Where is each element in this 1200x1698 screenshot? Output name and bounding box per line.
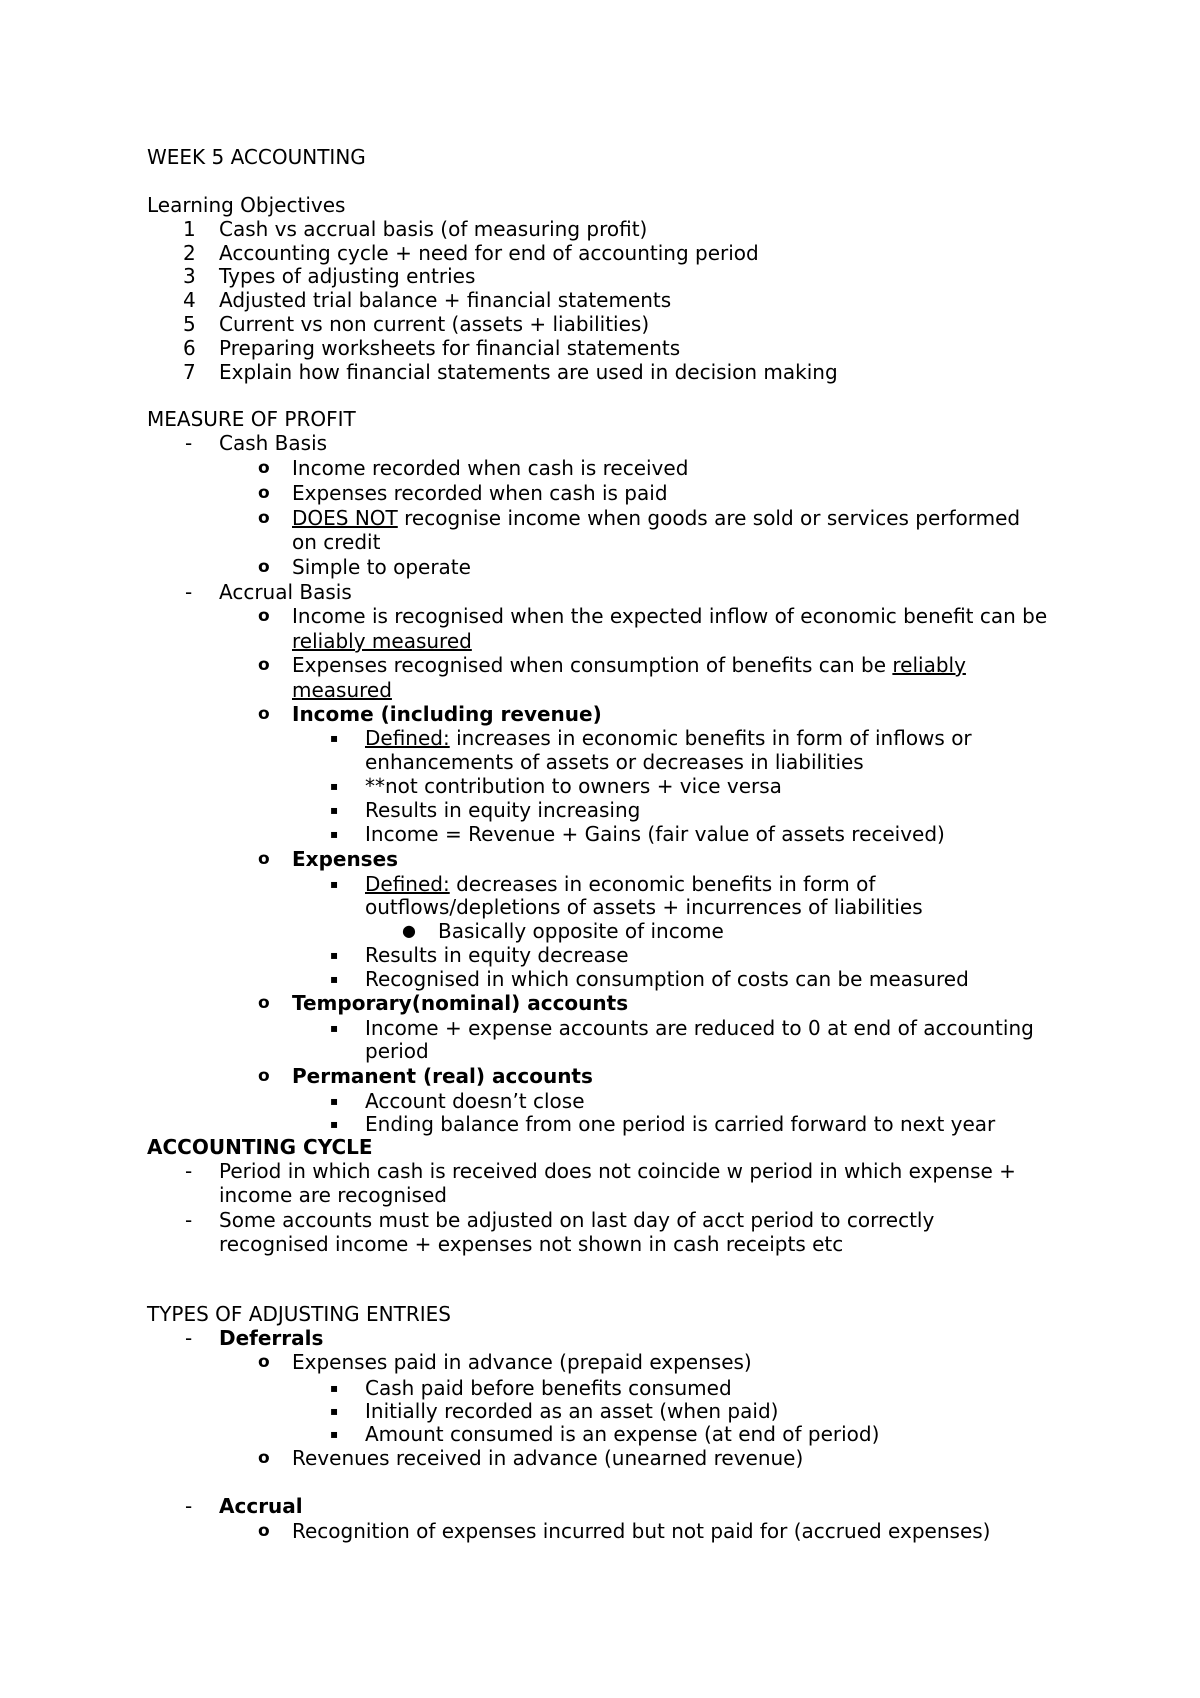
- objective-text: Current vs non current (assets + liabilities): [219, 312, 650, 336]
- list-item-continuation: reliably measured: [292, 629, 472, 653]
- list-item: Income recorded when cash is received: [292, 456, 689, 480]
- objective-number: 3: [183, 264, 196, 288]
- list-item: Expenses paid in advance (prepaid expenses): [292, 1350, 752, 1374]
- list-item: **not contribution to owners + vice versa: [365, 774, 782, 798]
- circle-bullet: o: [258, 1448, 270, 1468]
- objective-text: Accounting cycle + need for end of accounting period: [219, 241, 759, 265]
- list-item: Simple to operate: [292, 555, 471, 579]
- objective-text: Adjusted trial balance + financial statements: [219, 288, 672, 312]
- list-item: Income is recognised when the expected inflow of economic benefit can be: [292, 604, 1048, 628]
- objective-number: 6: [183, 336, 196, 360]
- cash-basis-label: Cash Basis: [219, 431, 328, 455]
- list-item: Some accounts must be adjusted on last day of acct period to correctly: [219, 1208, 935, 1232]
- square-bullet: ▪: [330, 1427, 339, 1441]
- circle-bullet: o: [258, 458, 270, 478]
- accrual-heading: Accrual: [219, 1494, 303, 1518]
- list-item: Income + expense accounts are reduced to 0 at end of accounting: [365, 1016, 1034, 1040]
- circle-bullet: o: [258, 1066, 270, 1086]
- square-bullet: ▪: [330, 779, 339, 793]
- objective-number: 1: [183, 217, 196, 241]
- objective-number: 5: [183, 312, 196, 336]
- list-item: Recognised in which consumption of costs can be measured: [365, 967, 969, 991]
- circle-bullet: o: [258, 557, 270, 577]
- square-bullet: ▪: [330, 1021, 339, 1035]
- list-item: Amount consumed is an expense (at end of period): [365, 1422, 880, 1446]
- document-title: WEEK 5 ACCOUNTING: [147, 145, 366, 169]
- objective-number: 4: [183, 288, 196, 312]
- list-item-continuation: period: [365, 1039, 429, 1063]
- circle-bullet: o: [258, 508, 270, 528]
- list-item: Expenses recorded when cash is paid: [292, 481, 668, 505]
- list-item-continuation: income are recognised: [219, 1183, 447, 1207]
- list-item: Period in which cash is received does not coincide w period in which expense +: [219, 1159, 1016, 1183]
- list-item: Revenues received in advance (unearned revenue): [292, 1446, 804, 1470]
- objective-number: 7: [183, 360, 196, 384]
- square-bullet: ▪: [330, 877, 339, 891]
- list-item: DOES NOT recognise income when goods are sold or services performed: [292, 506, 1021, 530]
- list-item: Income = Revenue + Gains (fair value of assets received): [365, 822, 945, 846]
- list-item: Results in equity increasing: [365, 798, 641, 822]
- list-item: Basically opposite of income: [438, 919, 724, 943]
- objective-number: 2: [183, 241, 196, 265]
- dash-bullet: -: [185, 1494, 193, 1518]
- dash-bullet: -: [185, 1159, 193, 1183]
- list-item: Initially recorded as an asset (when paid): [365, 1399, 779, 1423]
- adjusting-entries-heading: TYPES OF ADJUSTING ENTRIES: [147, 1302, 451, 1326]
- permanent-accounts-heading: Permanent (real) accounts: [292, 1064, 593, 1088]
- square-bullet: ▪: [330, 948, 339, 962]
- square-bullet: ▪: [330, 1404, 339, 1418]
- income-heading: Income (including revenue): [292, 702, 602, 726]
- profit-heading: MEASURE OF PROFIT: [147, 407, 356, 431]
- square-bullet: ▪: [330, 731, 339, 745]
- circle-bullet: o: [258, 1352, 270, 1372]
- circle-bullet: o: [258, 606, 270, 626]
- circle-bullet: o: [258, 655, 270, 675]
- list-item-continuation: recognised income + expenses not shown in cash receipts etc: [219, 1232, 844, 1256]
- list-item: Account doesn’t close: [365, 1089, 585, 1113]
- accounting-cycle-heading: ACCOUNTING CYCLE: [147, 1135, 373, 1159]
- square-bullet: ▪: [330, 803, 339, 817]
- objectives-heading: Learning Objectives: [147, 193, 346, 217]
- list-item: Cash paid before benefits consumed: [365, 1376, 732, 1400]
- objective-text: Cash vs accrual basis (of measuring profit): [219, 217, 648, 241]
- accrual-basis-label: Accrual Basis: [219, 580, 352, 604]
- dash-bullet: -: [185, 580, 193, 604]
- list-item: Recognition of expenses incurred but not paid for (accrued expenses): [292, 1519, 991, 1543]
- dash-bullet: -: [185, 1326, 193, 1350]
- list-item-continuation: outflows/depletions of assets + incurrences of liabilities: [365, 895, 923, 919]
- square-bullet: ▪: [330, 1117, 339, 1131]
- expenses-heading: Expenses: [292, 847, 399, 871]
- objective-text: Preparing worksheets for financial statements: [219, 336, 681, 360]
- temporary-accounts-heading: Temporary(nominal) accounts: [292, 991, 629, 1015]
- square-bullet: ▪: [330, 1381, 339, 1395]
- circle-bullet: o: [258, 993, 270, 1013]
- list-item-continuation: on credit: [292, 530, 381, 554]
- list-item-continuation: measured: [292, 678, 392, 702]
- objective-text: Explain how financial statements are used in decision making: [219, 360, 838, 384]
- list-item: Expenses recognised when consumption of benefits can be reliably: [292, 653, 966, 677]
- objective-text: Types of adjusting entries: [219, 264, 476, 288]
- square-bullet: ▪: [330, 972, 339, 986]
- circle-bullet: o: [258, 849, 270, 869]
- list-item: Results in equity decrease: [365, 943, 629, 967]
- list-item-continuation: enhancements of assets or decreases in liabilities: [365, 750, 864, 774]
- square-bullet: ▪: [330, 1094, 339, 1108]
- dash-bullet: -: [185, 1208, 193, 1232]
- does-not-emphasis: DOES NOT: [292, 506, 398, 530]
- deferrals-heading: Deferrals: [219, 1326, 324, 1350]
- circle-bullet: o: [258, 1521, 270, 1541]
- circle-bullet: o: [258, 483, 270, 503]
- list-item: Defined: decreases in economic benefits in form of: [365, 872, 876, 896]
- dot-bullet: ●: [402, 921, 416, 940]
- circle-bullet: o: [258, 704, 270, 724]
- dash-bullet: -: [185, 431, 193, 455]
- list-item: Defined: increases in economic benefits in form of inflows or: [365, 726, 972, 750]
- list-item: Ending balance from one period is carried forward to next year: [365, 1112, 996, 1136]
- square-bullet: ▪: [330, 827, 339, 841]
